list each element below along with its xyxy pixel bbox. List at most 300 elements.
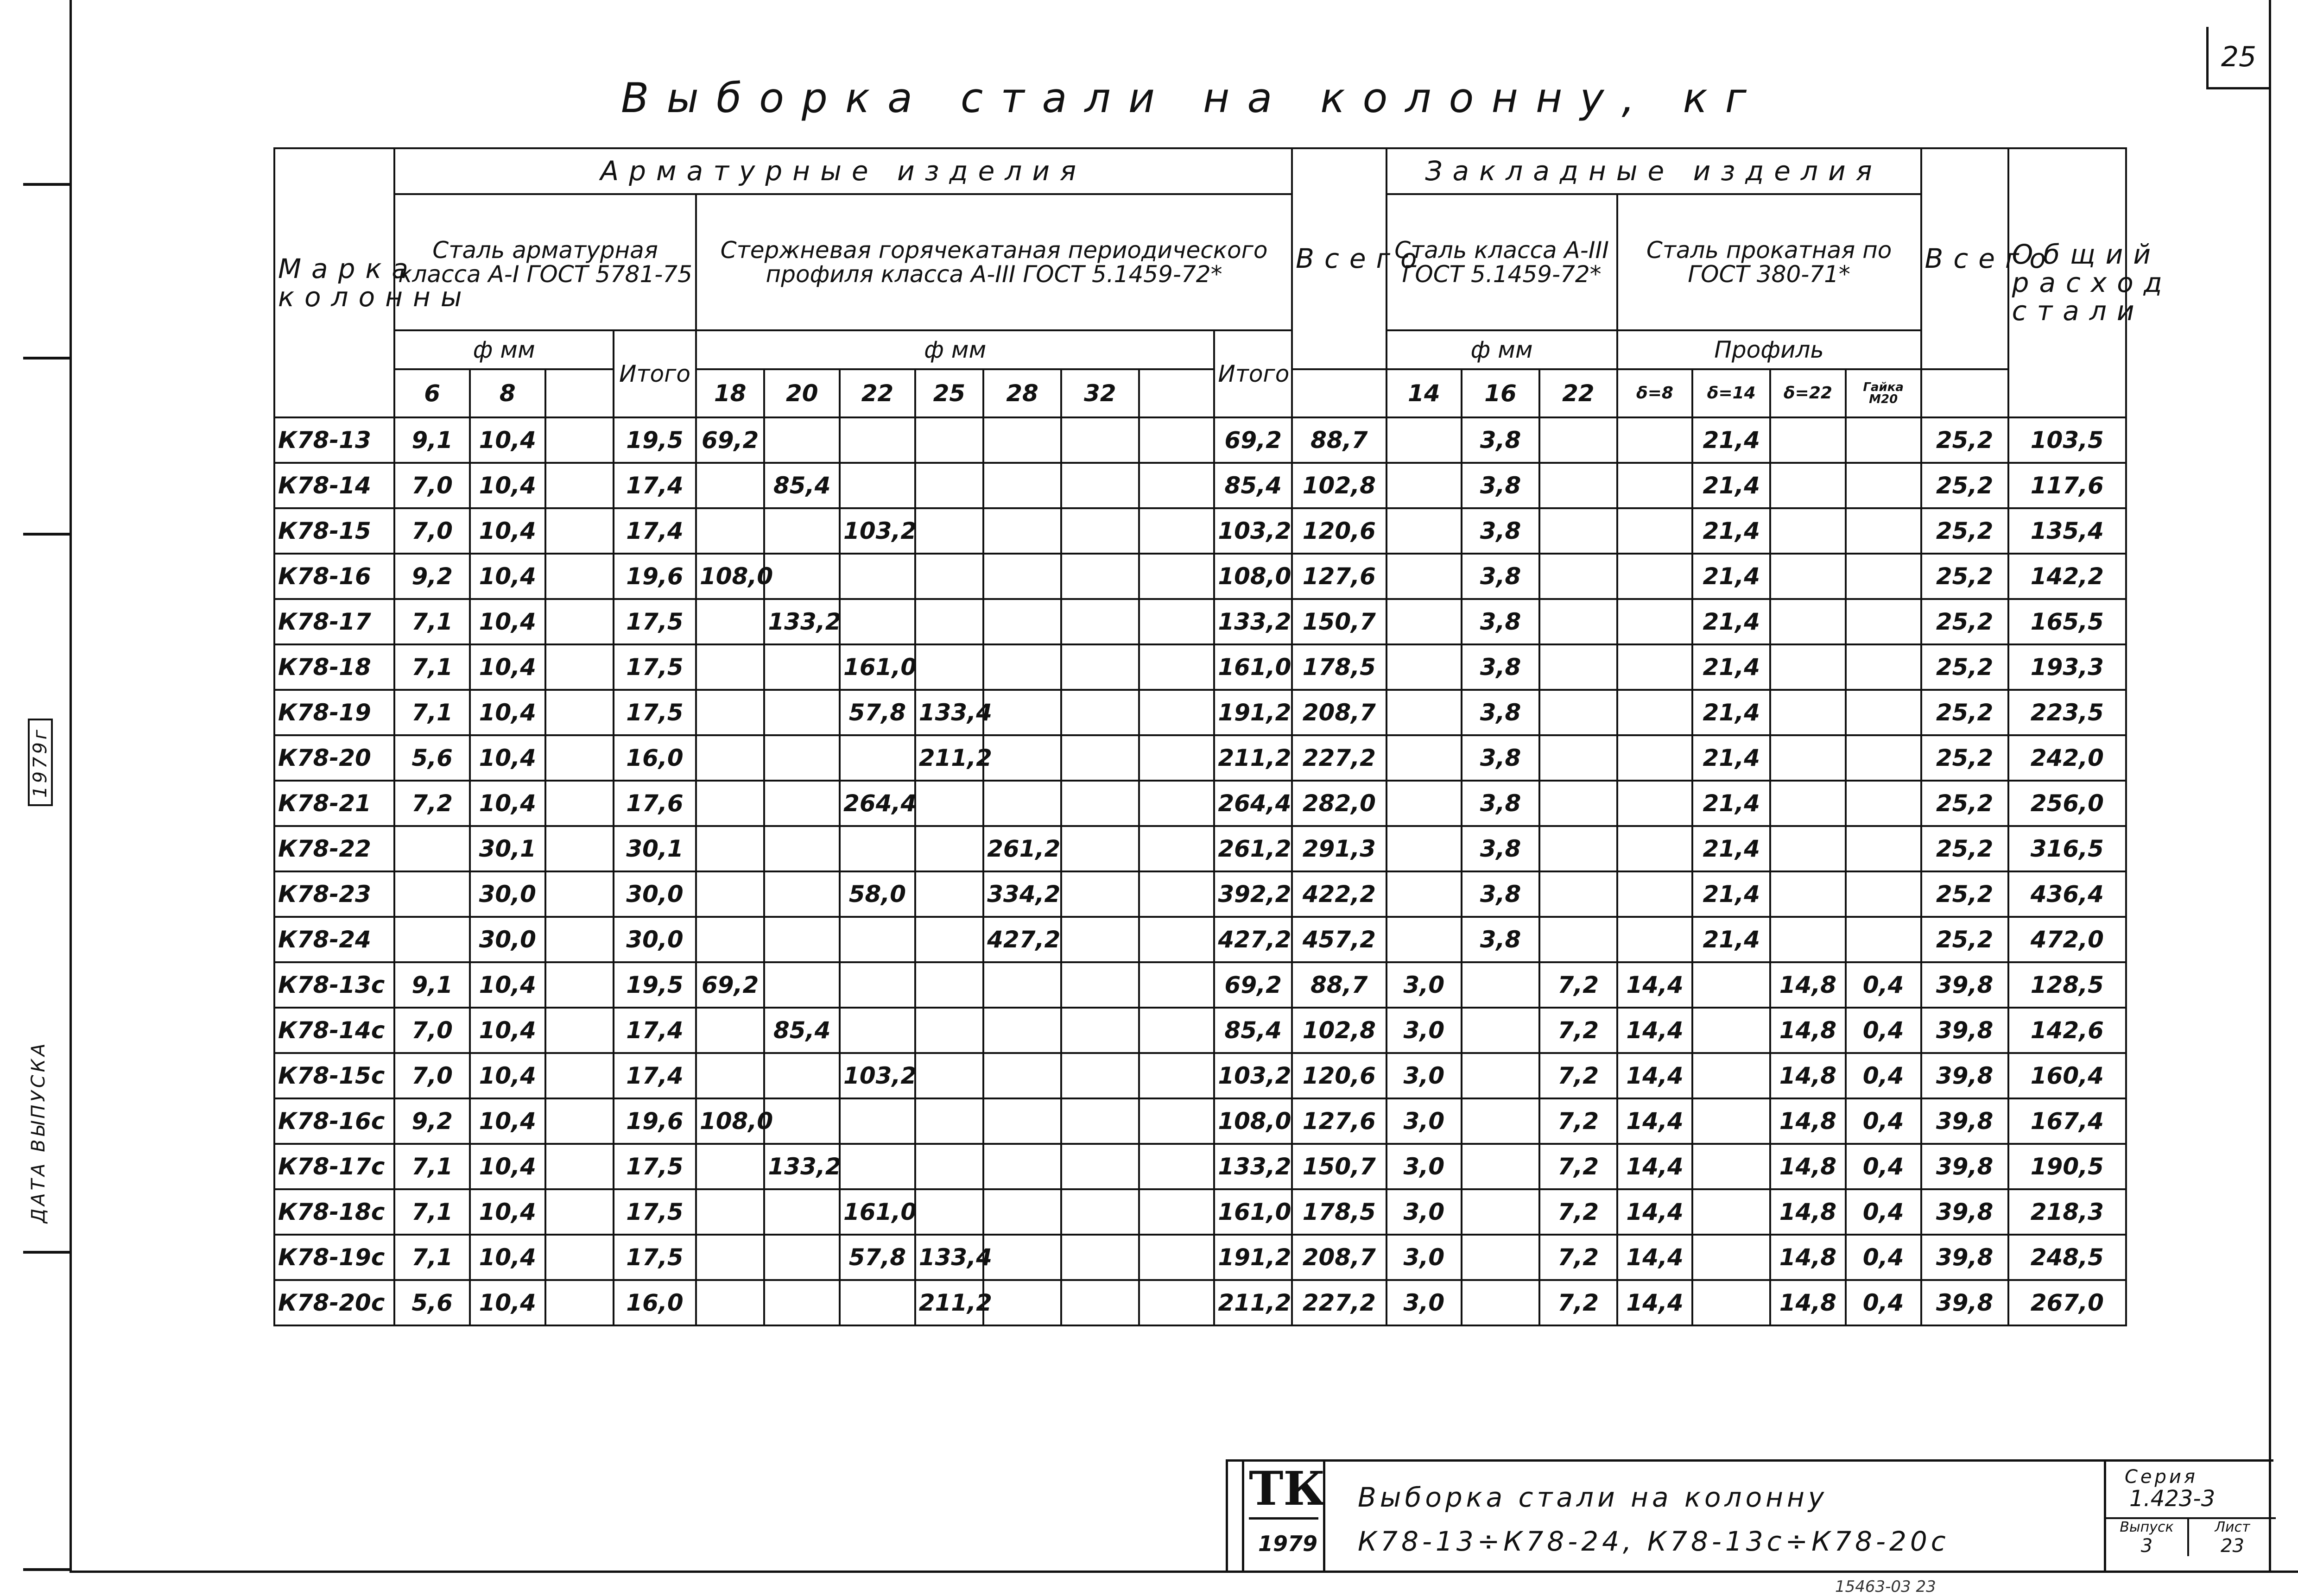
table-row [274,1189,2126,1235]
a1-total-cell: 30,0 [614,871,696,917]
a3-value-cell [983,1144,1061,1189]
a3-value-cell: 161,0 [840,1189,915,1235]
column-mark-cell: К78-22 [274,826,394,871]
a3-value-cell [1139,417,1215,463]
a3-total-cell: 103,2 [1214,508,1292,554]
a3-value-cell [840,599,915,644]
rolled-steel-cell [1770,781,1846,826]
rolled-steel-cell [1617,463,1693,508]
embedded-rebar-cell: 3,8 [1462,781,1539,826]
a3-value-cell [915,871,983,917]
grand-total-cell: 436,4 [2008,871,2126,917]
a3-value-cell [764,1235,840,1280]
a3-value-cell [1139,962,1215,1008]
rebar-sum-cell: 291,3 [1292,826,1386,871]
a1-total-cell: 17,4 [614,1053,696,1098]
a1-total-cell: 17,6 [614,781,696,826]
rebar-sum-cell: 282,0 [1292,781,1386,826]
embedded-rebar-cell [1539,690,1617,735]
embedded-rebar-cell: 3,0 [1386,1235,1462,1280]
embedded-sum-cell: 39,8 [1921,1008,2008,1053]
rolled-steel-cell [1770,463,1846,508]
a1-value-cell: 9,2 [394,554,470,599]
rolled-steel-cell: 14,8 [1770,1280,1846,1325]
embedded-rebar-cell [1462,1053,1539,1098]
table-row [274,1280,2126,1325]
a3-value-cell [915,917,983,962]
column-mark-cell: К78-24 [274,917,394,962]
profil-header: Профиль [1617,330,1921,369]
a3-value-cell [696,644,764,690]
a3-value-cell [1061,554,1139,599]
tk-block [1242,1462,1325,1573]
column-mark-cell: К78-17 [274,599,394,644]
rolled-steel-cell [1846,735,1921,781]
a3-value-cell [915,644,983,690]
a1-value-cell: 10,4 [470,417,545,463]
a1-total-cell: 16,0 [614,735,696,781]
rolled-steel-cell [1692,1235,1770,1280]
a3-total-cell: 103,2 [1214,1053,1292,1098]
a3-value-cell: 57,8 [840,1235,915,1280]
embedded-rebar-cell: 3,0 [1386,1008,1462,1053]
embedded-sum-cell: 25,2 [1921,781,2008,826]
a1-total-cell: 19,5 [614,962,696,1008]
a1-value-cell: 10,4 [470,554,545,599]
a3-value-cell [840,735,915,781]
a3-value-cell [915,1189,983,1235]
embedded-sum-cell: 25,2 [1921,690,2008,735]
a3-total-cell: 211,2 [1214,1280,1292,1325]
rolled-steel-cell: 14,4 [1617,1280,1693,1325]
a1-total-cell: 30,1 [614,826,696,871]
a3-value-cell: 103,2 [840,1053,915,1098]
profile-header: δ=8 [1617,369,1693,417]
a3-value-cell [1139,644,1215,690]
rolled-steel-cell [1617,871,1693,917]
a3-value-cell [696,917,764,962]
table-row [274,1008,2126,1053]
a1-value-cell: 7,2 [394,781,470,826]
embedded-rebar-cell: 7,2 [1539,1053,1617,1098]
embedded-rebar-cell [1462,962,1539,1008]
a1-value-cell [394,917,470,962]
a3-value-cell [1061,1280,1139,1325]
rolled-steel-cell: 14,8 [1770,1235,1846,1280]
a3-value-cell [915,599,983,644]
rebar-sum-cell: 120,6 [1292,1053,1386,1098]
a1-value-cell: 7,0 [394,463,470,508]
table-row [274,644,2126,690]
a3-value-cell [915,826,983,871]
a3-value-cell [1061,917,1139,962]
rolled-steel-cell [1846,644,1921,690]
column-mark-cell: К78-16 [274,554,394,599]
margin-tick [23,1568,70,1571]
a1-value-cell: 10,4 [470,644,545,690]
diam-header: 6 [394,369,470,417]
rolled-steel-cell: 0,4 [1846,1144,1921,1189]
a1-value-cell [545,826,614,871]
a3-value-cell [983,554,1061,599]
a1-value-cell: 10,4 [470,508,545,554]
a3-value-cell [915,417,983,463]
a1-value-cell: 7,1 [394,690,470,735]
a1-value-cell: 10,4 [470,1280,545,1325]
grand-total-cell: 190,5 [2008,1144,2126,1189]
a3-value-cell: 133,4 [915,690,983,735]
table-row [274,1098,2126,1144]
a1-total-cell: 16,0 [614,1280,696,1325]
a1-value-cell [545,871,614,917]
embedded-sum-cell: 39,8 [1921,1144,2008,1189]
a3-value-cell: 57,8 [840,690,915,735]
embedded-rebar-cell: 3,0 [1386,1144,1462,1189]
seriya-label: Серия [2125,1466,2198,1488]
table-row [274,871,2126,917]
a1-value-cell: 10,4 [470,781,545,826]
grand-total-cell: 256,0 [2008,781,2126,826]
rolled-steel-cell: 14,4 [1617,1098,1693,1144]
rolled-steel-cell [1846,826,1921,871]
rolled-steel-cell [1770,871,1846,917]
a1-total-cell: 17,5 [614,1144,696,1189]
a3-value-cell [764,554,840,599]
a3-total-cell: 191,2 [1214,690,1292,735]
a3-value-cell [1061,1235,1139,1280]
a1-value-cell: 10,4 [470,690,545,735]
rebar-sum-cell: 120,6 [1292,508,1386,554]
embedded-rebar-cell: 7,2 [1539,1280,1617,1325]
rolled-steel-cell [1692,1008,1770,1053]
table-row [274,1144,2126,1189]
a3-value-cell [1061,690,1139,735]
a3-value-cell [696,1008,764,1053]
embedded-rebar-cell: 7,2 [1539,1189,1617,1235]
column-mark-cell: К78-21 [274,781,394,826]
a3-value-cell [696,1235,764,1280]
itogo-a3-header: Итого [1214,330,1292,417]
a3-value-cell [1139,1098,1215,1144]
a3-value-cell [983,1098,1061,1144]
embedded-rebar-cell: 3,0 [1386,1053,1462,1098]
a1-value-cell: 9,2 [394,1098,470,1144]
a3-total-cell: 392,2 [1214,871,1292,917]
embedded-sum-cell: 39,8 [1921,1053,2008,1098]
rolled-steel-cell: 0,4 [1846,1189,1921,1235]
a3-value-cell [915,1144,983,1189]
a3-value-cell: 161,0 [840,644,915,690]
grand-total-cell: 142,2 [2008,554,2126,599]
rebar-sum-cell: 227,2 [1292,1280,1386,1325]
page-title: Выборка стали на колонну, кг [621,74,1764,122]
embedded-rebar-cell [1386,917,1462,962]
rolled-steel-cell: 14,4 [1617,1144,1693,1189]
a3-value-cell [1139,826,1215,871]
a1-value-cell: 10,4 [470,1098,545,1144]
a1-total-cell: 17,5 [614,690,696,735]
a1-value-cell: 5,6 [394,1280,470,1325]
a3-value-cell [1139,871,1215,917]
embedded-rebar-cell: 3,8 [1462,871,1539,917]
embedded-rebar-cell: 3,8 [1462,735,1539,781]
rebar-sum-cell: 127,6 [1292,554,1386,599]
embedded-rebar-cell [1462,1008,1539,1053]
a1-value-cell: 10,4 [470,1053,545,1098]
a3-total-cell: 427,2 [1214,917,1292,962]
a1-value-cell: 7,0 [394,1008,470,1053]
rolled-steel-cell: 14,8 [1770,1144,1846,1189]
a3-value-cell [696,1280,764,1325]
rolled-steel-cell: 21,4 [1692,735,1770,781]
embedded-rebar-cell [1539,508,1617,554]
rolled-steel-cell: 21,4 [1692,599,1770,644]
a3-value-cell [696,1053,764,1098]
a3-value-cell [1061,463,1139,508]
a1-total-cell: 19,5 [614,417,696,463]
a3-value-cell [983,962,1061,1008]
embedded-sum-cell: 39,8 [1921,1189,2008,1235]
rolled-steel-cell [1770,508,1846,554]
embedded-rebar-cell [1462,1235,1539,1280]
a3-value-cell [764,644,840,690]
rolled-steel-cell [1846,554,1921,599]
grand-total-cell: 242,0 [2008,735,2126,781]
a3-value-cell: 133,2 [764,599,840,644]
a3-value-cell: 85,4 [764,1008,840,1053]
list-cell [2189,1517,2276,1556]
embedded-rebar-cell: 7,2 [1539,1235,1617,1280]
grand-total-cell: 160,4 [2008,1053,2126,1098]
a3-value-cell: 69,2 [696,417,764,463]
diam-header: 14 [1386,369,1462,417]
rolled-steel-cell [1617,781,1693,826]
table-row [274,962,2126,1008]
rebar-sum-cell: 178,5 [1292,1189,1386,1235]
column-mark-cell: К78-19 [274,690,394,735]
a3-value-cell [1139,1144,1215,1189]
rolled-steel-cell: 14,8 [1770,962,1846,1008]
vypusk-value: 3 [2140,1535,2153,1557]
column-mark-cell: К78-16с [274,1098,394,1144]
a3-value-cell [840,962,915,1008]
a3-value-cell [696,781,764,826]
a3-value-cell [764,917,840,962]
table-row [274,508,2126,554]
rolled-steel-cell [1617,417,1693,463]
embedded-sum-cell: 39,8 [1921,1098,2008,1144]
a3-value-cell [1061,826,1139,871]
embedded-rebar-cell [1462,1098,1539,1144]
list-label: Лист [2215,1519,2250,1535]
a1-value-cell [545,463,614,508]
marka-header: Марка колонны [274,148,394,417]
rolled-steel-cell: 21,4 [1692,508,1770,554]
embedded-rebar-cell: 3,0 [1386,1098,1462,1144]
margin-tick [23,357,70,360]
phi-mm-header: ф мм [394,330,614,369]
a1-value-cell: 10,4 [470,962,545,1008]
vsego1-header: Всего [1292,148,1386,369]
a3-value-cell [1139,781,1215,826]
rolled-steel-cell: 14,8 [1770,1098,1846,1144]
a3-value-cell [1061,1144,1139,1189]
a1-value-cell: 30,0 [470,871,545,917]
rolled-steel-cell [1770,599,1846,644]
rolled-steel-cell [1692,962,1770,1008]
a3-value-cell [696,508,764,554]
a3-value-cell [915,1053,983,1098]
diam-header: 28 [983,369,1061,417]
embedded-sum-cell: 25,2 [1921,508,2008,554]
rolled-steel-cell: 0,4 [1846,962,1921,1008]
embedded-rebar-cell [1462,1280,1539,1325]
diam-header: 20 [764,369,840,417]
rolled-steel-cell [1692,1098,1770,1144]
embedded-rebar-cell [1386,735,1462,781]
a3-value-cell [983,1235,1061,1280]
a3-value-cell [696,463,764,508]
margin-tick [23,1251,70,1254]
a1-value-cell: 30,0 [470,917,545,962]
a1-value-cell [545,417,614,463]
rolled-steel-cell: 0,4 [1846,1098,1921,1144]
grand-total-cell: 472,0 [2008,917,2126,962]
embedded-rebar-cell [1539,554,1617,599]
embedded-rebar-cell [1386,554,1462,599]
a3-total-cell: 264,4 [1214,781,1292,826]
a3-value-cell [1061,644,1139,690]
stamp-series-block [2104,1462,2276,1573]
a1-value-cell: 7,1 [394,1235,470,1280]
diam-header: 32 [1061,369,1139,417]
embedded-rebar-cell [1386,871,1462,917]
grand-total-cell: 165,5 [2008,599,2126,644]
a1-total-cell: 17,5 [614,599,696,644]
a1-value-cell [545,599,614,644]
a3-total-cell: 161,0 [1214,1189,1292,1235]
rolled-steel-cell [1617,508,1693,554]
rebar-sum-cell: 102,8 [1292,463,1386,508]
table-row [274,690,2126,735]
a1-total-cell: 19,6 [614,1098,696,1144]
embedded-rebar-cell [1539,644,1617,690]
rebar-sum-cell: 88,7 [1292,962,1386,1008]
diam-header [1139,369,1215,417]
a3-value-cell [840,917,915,962]
a3-value-cell [696,871,764,917]
diam-header: 18 [696,369,764,417]
rolled-steel-cell [1617,826,1693,871]
a3-value-cell: 108,0 [696,1098,764,1144]
a3-value-cell [764,826,840,871]
a1-total-cell: 17,4 [614,508,696,554]
steel-a1-header: Сталь арматурная класса А-I ГОСТ 5781-75 [394,194,696,330]
rolled-steel-cell: 14,4 [1617,1235,1693,1280]
embedded-rebar-cell [1386,826,1462,871]
rebar-sum-cell: 422,2 [1292,871,1386,917]
a3-value-cell [983,599,1061,644]
embedded-rebar-cell [1386,463,1462,508]
phi-mm-header: ф мм [696,330,1214,369]
a1-value-cell: 7,1 [394,599,470,644]
a3-value-cell [1061,735,1139,781]
rolled-steel-cell [1617,917,1693,962]
rolled-steel-cell: 14,8 [1770,1008,1846,1053]
grand-total-cell: 218,3 [2008,1189,2126,1235]
vypusk-label: Выпуск [2120,1519,2174,1535]
embedded-sum-cell: 25,2 [1921,463,2008,508]
a1-total-cell: 19,6 [614,554,696,599]
frame-left-border [70,0,72,1573]
embedded-rebar-cell: 3,8 [1462,508,1539,554]
a3-value-cell [840,554,915,599]
rolled-steel-cell [1617,554,1693,599]
diam-header: 25 [915,369,983,417]
a3-value-cell [915,463,983,508]
a1-value-cell: 9,1 [394,962,470,1008]
a3-value-cell [983,644,1061,690]
embedded-rebar-cell [1539,826,1617,871]
a1-value-cell: 10,4 [470,1189,545,1235]
embedded-rebar-cell [1539,781,1617,826]
steel-a3-header: Стержневая горячекатаная периодического профиля класса А-III ГОСТ 5.1459-72* [696,194,1292,330]
a3-value-cell [1139,735,1215,781]
embedded-sum-cell: 25,2 [1921,554,2008,599]
a3-value-cell: 58,0 [840,871,915,917]
rolled-steel-cell [1846,508,1921,554]
grand-total-cell: 248,5 [2008,1235,2126,1280]
release-year: 1979г [28,719,53,806]
vypusk-cell [2106,1517,2189,1556]
rebar-sum-cell: 208,7 [1292,690,1386,735]
a3-value-cell [915,554,983,599]
embedded-rebar-cell [1462,1189,1539,1235]
a1-value-cell: 9,1 [394,417,470,463]
a3-value-cell [1139,554,1215,599]
a3-value-cell [696,690,764,735]
column-mark-cell: К78-15 [274,508,394,554]
a1-value-cell [545,962,614,1008]
a3-total-cell: 69,2 [1214,417,1292,463]
table-row [274,735,2126,781]
rolled-steel-cell [1846,463,1921,508]
grand-total-cell: 128,5 [2008,962,2126,1008]
column-mark-cell: К78-20 [274,735,394,781]
a3-value-cell [915,781,983,826]
a3-total-cell: 133,2 [1214,1144,1292,1189]
phi-mm-header: ф мм [1386,330,1617,369]
vsego2-placeholder [1921,369,2008,417]
a3-value-cell [840,1098,915,1144]
table-row [274,917,2126,962]
a3-value-cell: 211,2 [915,735,983,781]
embedded-rebar-cell: 3,8 [1462,463,1539,508]
a1-value-cell: 7,1 [394,1144,470,1189]
grand-total-cell: 223,5 [2008,690,2126,735]
stamp-title-line2: К78-13÷К78-24, К78-13с÷К78-20с [1358,1526,1950,1557]
a3-value-cell [983,735,1061,781]
column-mark-cell: К78-18с [274,1189,394,1235]
a3-value-cell [1139,1280,1215,1325]
table-row [274,554,2126,599]
a3-value-cell: 264,4 [840,781,915,826]
armatura-group-header: Арматурные изделия [394,148,1292,194]
a3-value-cell [1061,1098,1139,1144]
a3-value-cell [1061,417,1139,463]
a3-value-cell [764,735,840,781]
rolled-steel-cell: 21,4 [1692,463,1770,508]
